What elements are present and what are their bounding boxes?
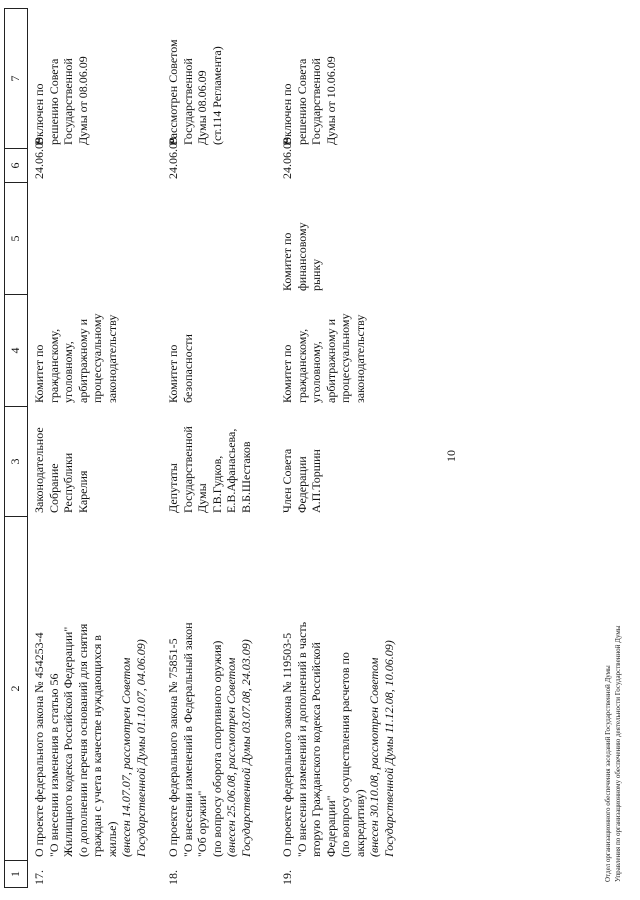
co-executor-line: финансовому xyxy=(294,222,309,291)
responsible-committee xyxy=(32,294,162,406)
committee-line: уголовному, xyxy=(61,341,75,403)
title-line: вторую Гражданского кодекса Российской xyxy=(309,642,323,857)
status-line: решению Совета xyxy=(46,58,61,145)
title-line: граждан с учета в качестве нуждающихся в xyxy=(90,635,104,857)
note-line: (внесен 30.10.08, рассмотрен Советом xyxy=(367,657,381,857)
committee-line: Комитет по xyxy=(166,344,180,403)
committee-line: уголовному, xyxy=(309,341,323,403)
footer-line: Управления по организационному обеспечению деятельности Государственной Думы xyxy=(614,625,622,882)
bill-title xyxy=(166,516,276,860)
page-footer xyxy=(603,626,623,882)
header-col-4: 4 xyxy=(5,294,27,406)
note-line: Государственной Думы 03.07.08, 24.03.09) xyxy=(238,639,253,857)
bill-author xyxy=(166,406,276,516)
title-line: аккредитиву) xyxy=(352,789,367,857)
title-line: жилье) xyxy=(104,821,119,857)
committee-line: арбитражному и xyxy=(75,318,90,403)
co-executor-line: рынку xyxy=(309,258,323,291)
status-line: Государственной xyxy=(61,58,75,145)
author-line: Карелия xyxy=(75,470,90,513)
committee-line: безопасности xyxy=(180,334,195,403)
title-line: О проекте федерального закона № 454253-4 xyxy=(32,632,46,857)
author-line: Член Совета xyxy=(280,448,294,513)
status-line: Государственной xyxy=(309,58,323,145)
table-row xyxy=(28,8,162,888)
status xyxy=(32,8,162,148)
title-line: (по вопросу оборота спортивного оружия) xyxy=(209,640,224,857)
page-number: 10 xyxy=(444,450,458,462)
header-col-2: 2 xyxy=(5,516,27,860)
co-executor-committee xyxy=(280,182,440,294)
title-line: О проекте федерального закона № 75851-5 xyxy=(166,638,180,857)
bill-title xyxy=(32,516,162,860)
review-date: 24.06.09 xyxy=(166,137,180,179)
committee-line: процессуальному xyxy=(90,313,104,403)
co-executor-line: Комитет по xyxy=(280,232,294,291)
bill-title xyxy=(280,516,440,860)
header-col-7: 7 xyxy=(5,8,27,148)
status xyxy=(280,8,440,148)
committee-line: процессуальному xyxy=(338,313,352,403)
bill-author xyxy=(32,406,162,516)
committee-line: Комитет по xyxy=(280,344,294,403)
committee-line: законодательству xyxy=(104,314,119,403)
responsible-committee xyxy=(166,294,276,406)
table-header-row xyxy=(4,8,28,888)
committee-line: гражданскому, xyxy=(294,328,309,403)
author-line: Законодательное xyxy=(32,427,46,513)
agenda-table xyxy=(4,8,440,888)
co-executor-committee xyxy=(32,182,162,294)
status-line: (ст.114 Регламента) xyxy=(209,46,224,145)
status-line: Государственной xyxy=(180,58,195,145)
status-line: Рассмотрен Советом xyxy=(166,39,180,145)
row-number: 18. xyxy=(166,870,180,885)
note-line: (внесен 25.06.08, рассмотрен Советом xyxy=(224,657,238,857)
title-line: "О внесении изменения в статью 56 xyxy=(46,673,61,857)
review-date: 24.06.09 xyxy=(280,137,294,179)
title-line: (о дополнении перечня оснований для снятия xyxy=(75,623,90,857)
author-line: В.Б.Шестаков xyxy=(238,441,253,513)
table-row xyxy=(162,8,276,888)
note-line: Государственной Думы 11.12.08, 10.06.09) xyxy=(381,640,396,857)
status-line: Включен по xyxy=(280,83,294,145)
header-col-6: 6 xyxy=(5,148,27,182)
status xyxy=(166,8,276,148)
footer-line: Отдел организационного обеспечения заседаний Государственной Думы xyxy=(604,665,612,882)
row-number: 19. xyxy=(280,870,294,885)
responsible-committee xyxy=(280,294,440,406)
status-line: Включен по xyxy=(32,83,46,145)
title-line: "Об оружии" xyxy=(195,790,209,857)
title-line: "О внесении изменений и дополнений в часть xyxy=(294,621,309,857)
author-line: Г.В.Гудков, xyxy=(209,455,224,513)
author-line: Думы xyxy=(195,483,209,513)
note-line: (внесен 14.07.07, рассмотрен Советом xyxy=(119,657,133,857)
author-line: Государственной xyxy=(180,426,195,513)
title-line: Жилищного кодекса Российской Федерации" xyxy=(61,626,75,857)
table-row xyxy=(276,8,440,888)
note-line: Государственной Думы 01.10.07, 04.06.09) xyxy=(133,639,148,857)
status-line: Думы от 10.06.09 xyxy=(323,56,338,145)
author-line: Собрание Республики xyxy=(46,452,75,513)
committee-line: арбитражному и xyxy=(323,318,338,403)
review-date: 24.06.09 xyxy=(32,137,46,179)
author-line: Е.В.Афанасьева, xyxy=(224,428,238,513)
status-line: решению Совета xyxy=(294,58,309,145)
committee-line: законодательству xyxy=(352,314,367,403)
status-line: Думы 08.06.09 xyxy=(195,70,209,145)
title-line: "О внесении изменений в Федеральный закон xyxy=(180,622,195,857)
title-line: (по вопросу осуществления расчетов по xyxy=(338,652,352,857)
bill-author xyxy=(280,406,440,516)
header-col-3: 3 xyxy=(5,406,27,516)
co-executor-committee xyxy=(166,182,276,294)
header-col-5: 5 xyxy=(5,182,27,294)
status-line: Думы от 08.06.09 xyxy=(75,56,90,145)
author-line: Федерации xyxy=(294,456,309,513)
committee-line: гражданскому, xyxy=(46,328,61,403)
title-line: О проекте федерального закона № 119503-5 xyxy=(280,632,294,857)
committee-line: Комитет по xyxy=(32,344,46,403)
title-line: Федерации" xyxy=(323,795,338,857)
header-col-1: 1 xyxy=(5,860,27,888)
author-line: Депутаты xyxy=(166,463,180,513)
row-number: 17. xyxy=(32,870,46,885)
author-line: А.П.Торшин xyxy=(309,449,323,513)
